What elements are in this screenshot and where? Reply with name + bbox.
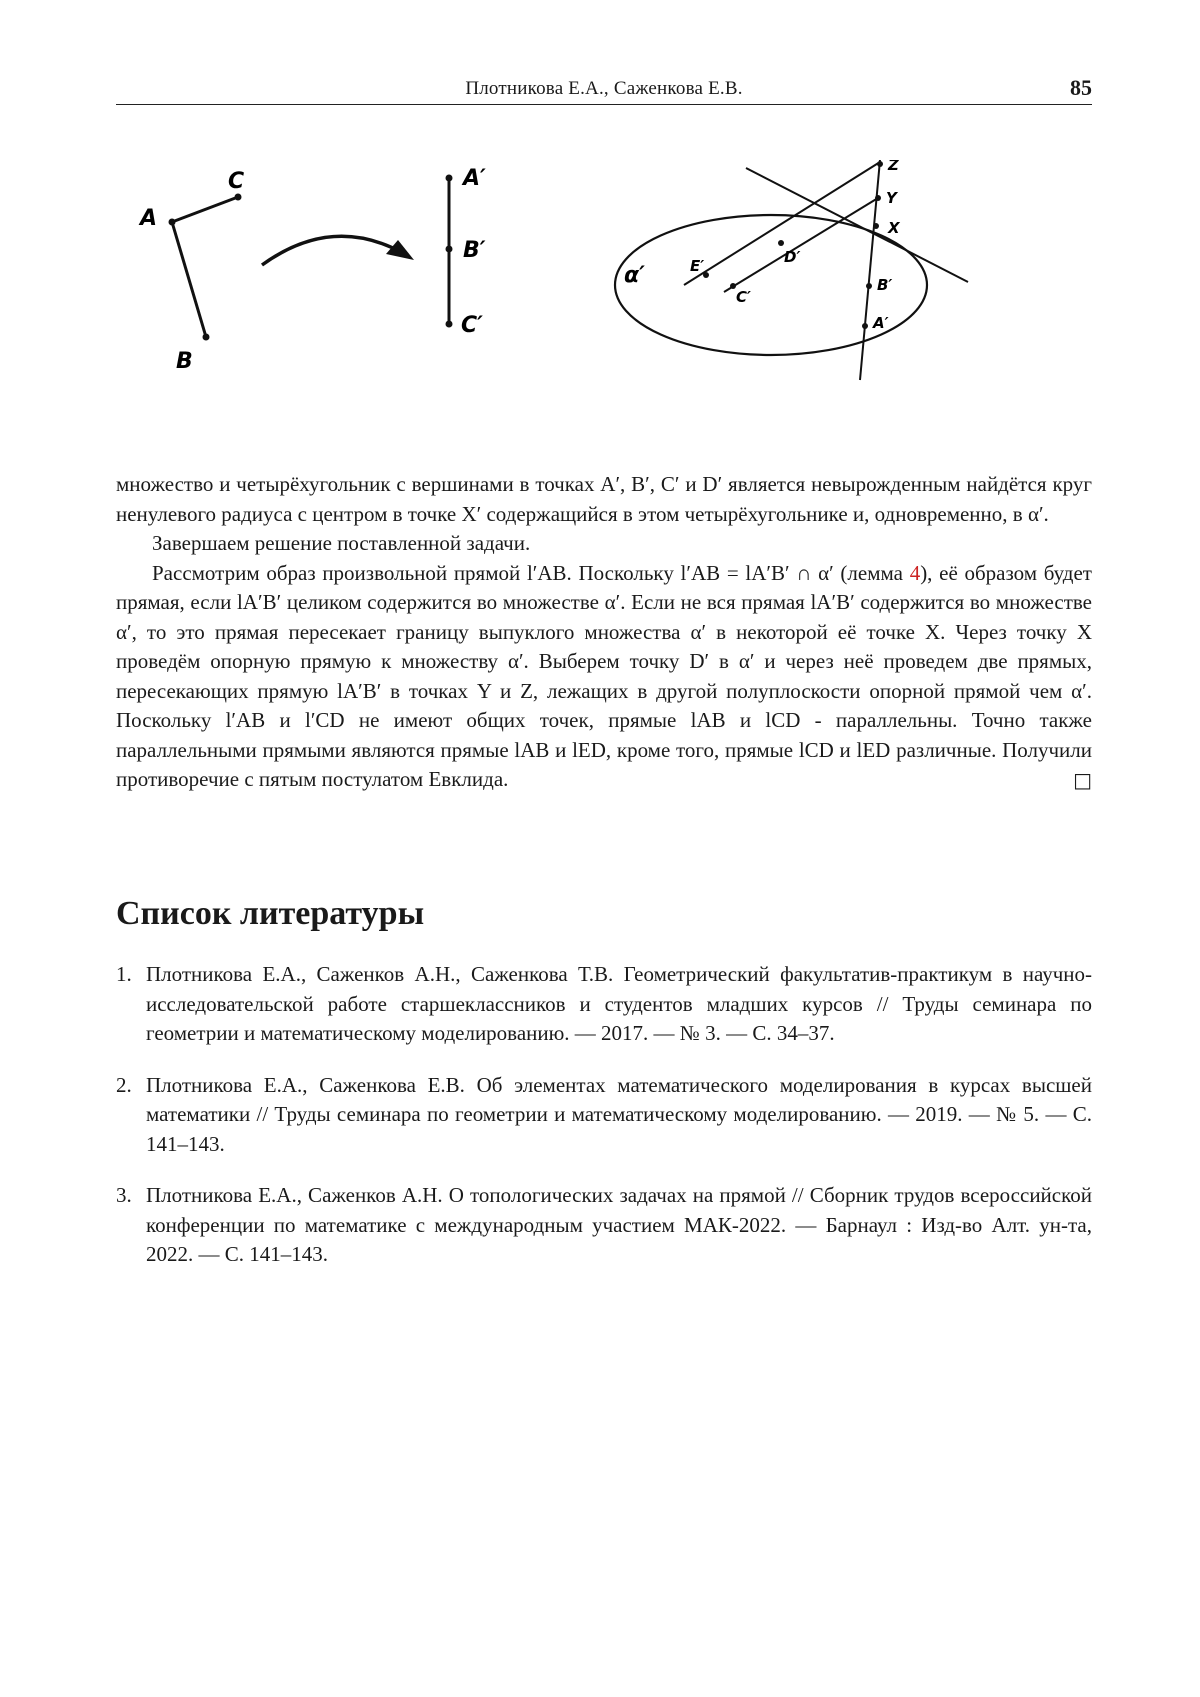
point-b-prime-dot	[446, 246, 453, 253]
page-number: 85	[1070, 75, 1092, 101]
label-e-prime: E′	[690, 257, 704, 275]
label-d-prime: D′	[784, 248, 800, 266]
label-x: X	[887, 219, 901, 237]
lemma-reference-link[interactable]: 4	[910, 561, 921, 585]
reference-item	[116, 1181, 1092, 1270]
reference-item	[116, 960, 1092, 1049]
point-z-dot	[877, 161, 883, 167]
line-ab-image	[860, 160, 880, 380]
label-alpha-prime: α′	[624, 263, 645, 288]
point-a-dot-right	[862, 323, 868, 329]
reference-text: Плотникова Е.А., Саженков А.Н., Саженкова Т.В. Геометрический факультатив-практикум в научно-исследовательской работе старшеклассников и студентов младших курсов // Труды семинара по геометрии и математическому моделированию. — 2017. — № 3. — С. 34–37.	[146, 962, 1092, 1045]
label-a-prime-right: A′	[872, 314, 889, 332]
paragraph-3-part-2: ), её образом будет прямая, если lA′B′ целиком содержится во множестве α′. Если не вся прямая lA′B′ содержится во множестве α′, то это прямая пересекает границу выпуклого множества α′ в некоторой её точке X. Через точку X проведём опорную прямую к множеству α′. Выберем точку D′ в α′ и через неё проведем две прямых, пересекающих прямую lA′B′ в точках Y и Z, лежащих в другой полуплоскости опорной прямой чем α′. Поскольку l′AB и l′CD не имеют общих точек, прямые lAB и lCD - параллельны. Точно также параллельными прямыми являются прямые lAB и lED, кроме того, прямые lCD и lED различные. Получили противоречие с пятым постулатом Евклида.	[116, 561, 1092, 792]
label-c: C	[228, 169, 244, 194]
segment-ab	[172, 222, 206, 337]
left-panel	[138, 169, 244, 374]
point-a-dot	[169, 219, 176, 226]
label-y: Y	[886, 189, 899, 207]
paragraph-2: Завершаем решение поставленной задачи.	[116, 529, 1092, 559]
label-b: B	[176, 349, 193, 374]
qed-square: □	[1037, 766, 1092, 796]
label-z: Z	[887, 160, 900, 174]
right-panel	[615, 160, 968, 380]
references-list	[116, 960, 1092, 1292]
references-heading: Список литературы	[116, 895, 424, 933]
point-y-dot	[875, 195, 881, 201]
reference-number: 2.	[116, 1071, 132, 1101]
point-c-dot	[235, 194, 242, 201]
middle-panel	[446, 166, 487, 338]
reference-item	[116, 1071, 1092, 1160]
label-c-prime: C′	[461, 313, 483, 338]
arrow-head	[386, 240, 414, 260]
point-a-prime-dot	[446, 175, 453, 182]
point-x-dot	[873, 223, 879, 229]
paragraph-1: множество и четырёхугольник с вершинами в точках A′, B′, C′ и D′ является невырожденным найдётся круг ненулевого радиуса с центром в точке X′ содержащийся в этом четырёхугольнике и, одновременно, в α′.	[116, 470, 1092, 529]
label-a: A	[138, 206, 157, 231]
body-text	[116, 470, 1092, 796]
page-header	[116, 72, 1092, 105]
geometry-figure	[116, 160, 1092, 430]
point-d-dot	[778, 240, 784, 246]
reference-number: 1.	[116, 960, 132, 990]
segment-ac	[172, 197, 238, 222]
point-b-dot	[203, 334, 210, 341]
point-b-dot-right	[866, 283, 872, 289]
reference-text: Плотникова Е.А., Саженков А.Н. О топологических задачах на прямой // Сборник трудов всероссийской конференции по математике с международным участием МАК-2022. — Барнаул : Изд-во Алт. ун-та, 2022. — С. 141–143.	[146, 1183, 1092, 1266]
arrow-curve	[262, 236, 401, 265]
running-head-authors: Плотникова Е.А., Саженкова Е.В.	[116, 78, 1092, 100]
mapping-arrow	[262, 236, 414, 265]
label-b-prime-right: B′	[877, 276, 892, 294]
point-c-prime-dot	[446, 321, 453, 328]
label-c-prime-right: C′	[736, 288, 751, 306]
reference-text: Плотникова Е.А., Саженкова Е.В. Об элементах математического моделирования в курсах высшей математики // Труды семинара по геометрии и математическому моделированию. — 2019. — № 5. — С. 141–143.	[146, 1073, 1092, 1156]
paragraph-3	[116, 559, 1092, 795]
label-a-prime: A′	[461, 166, 486, 191]
label-b-prime: B′	[463, 238, 486, 263]
figure-svg	[116, 160, 1092, 430]
paragraph-3-part-1: Рассмотрим образ произвольной прямой l′AB. Поскольку l′AB = lA′B′ ∩ α′ (лемма	[152, 561, 910, 585]
reference-number: 3.	[116, 1181, 132, 1211]
